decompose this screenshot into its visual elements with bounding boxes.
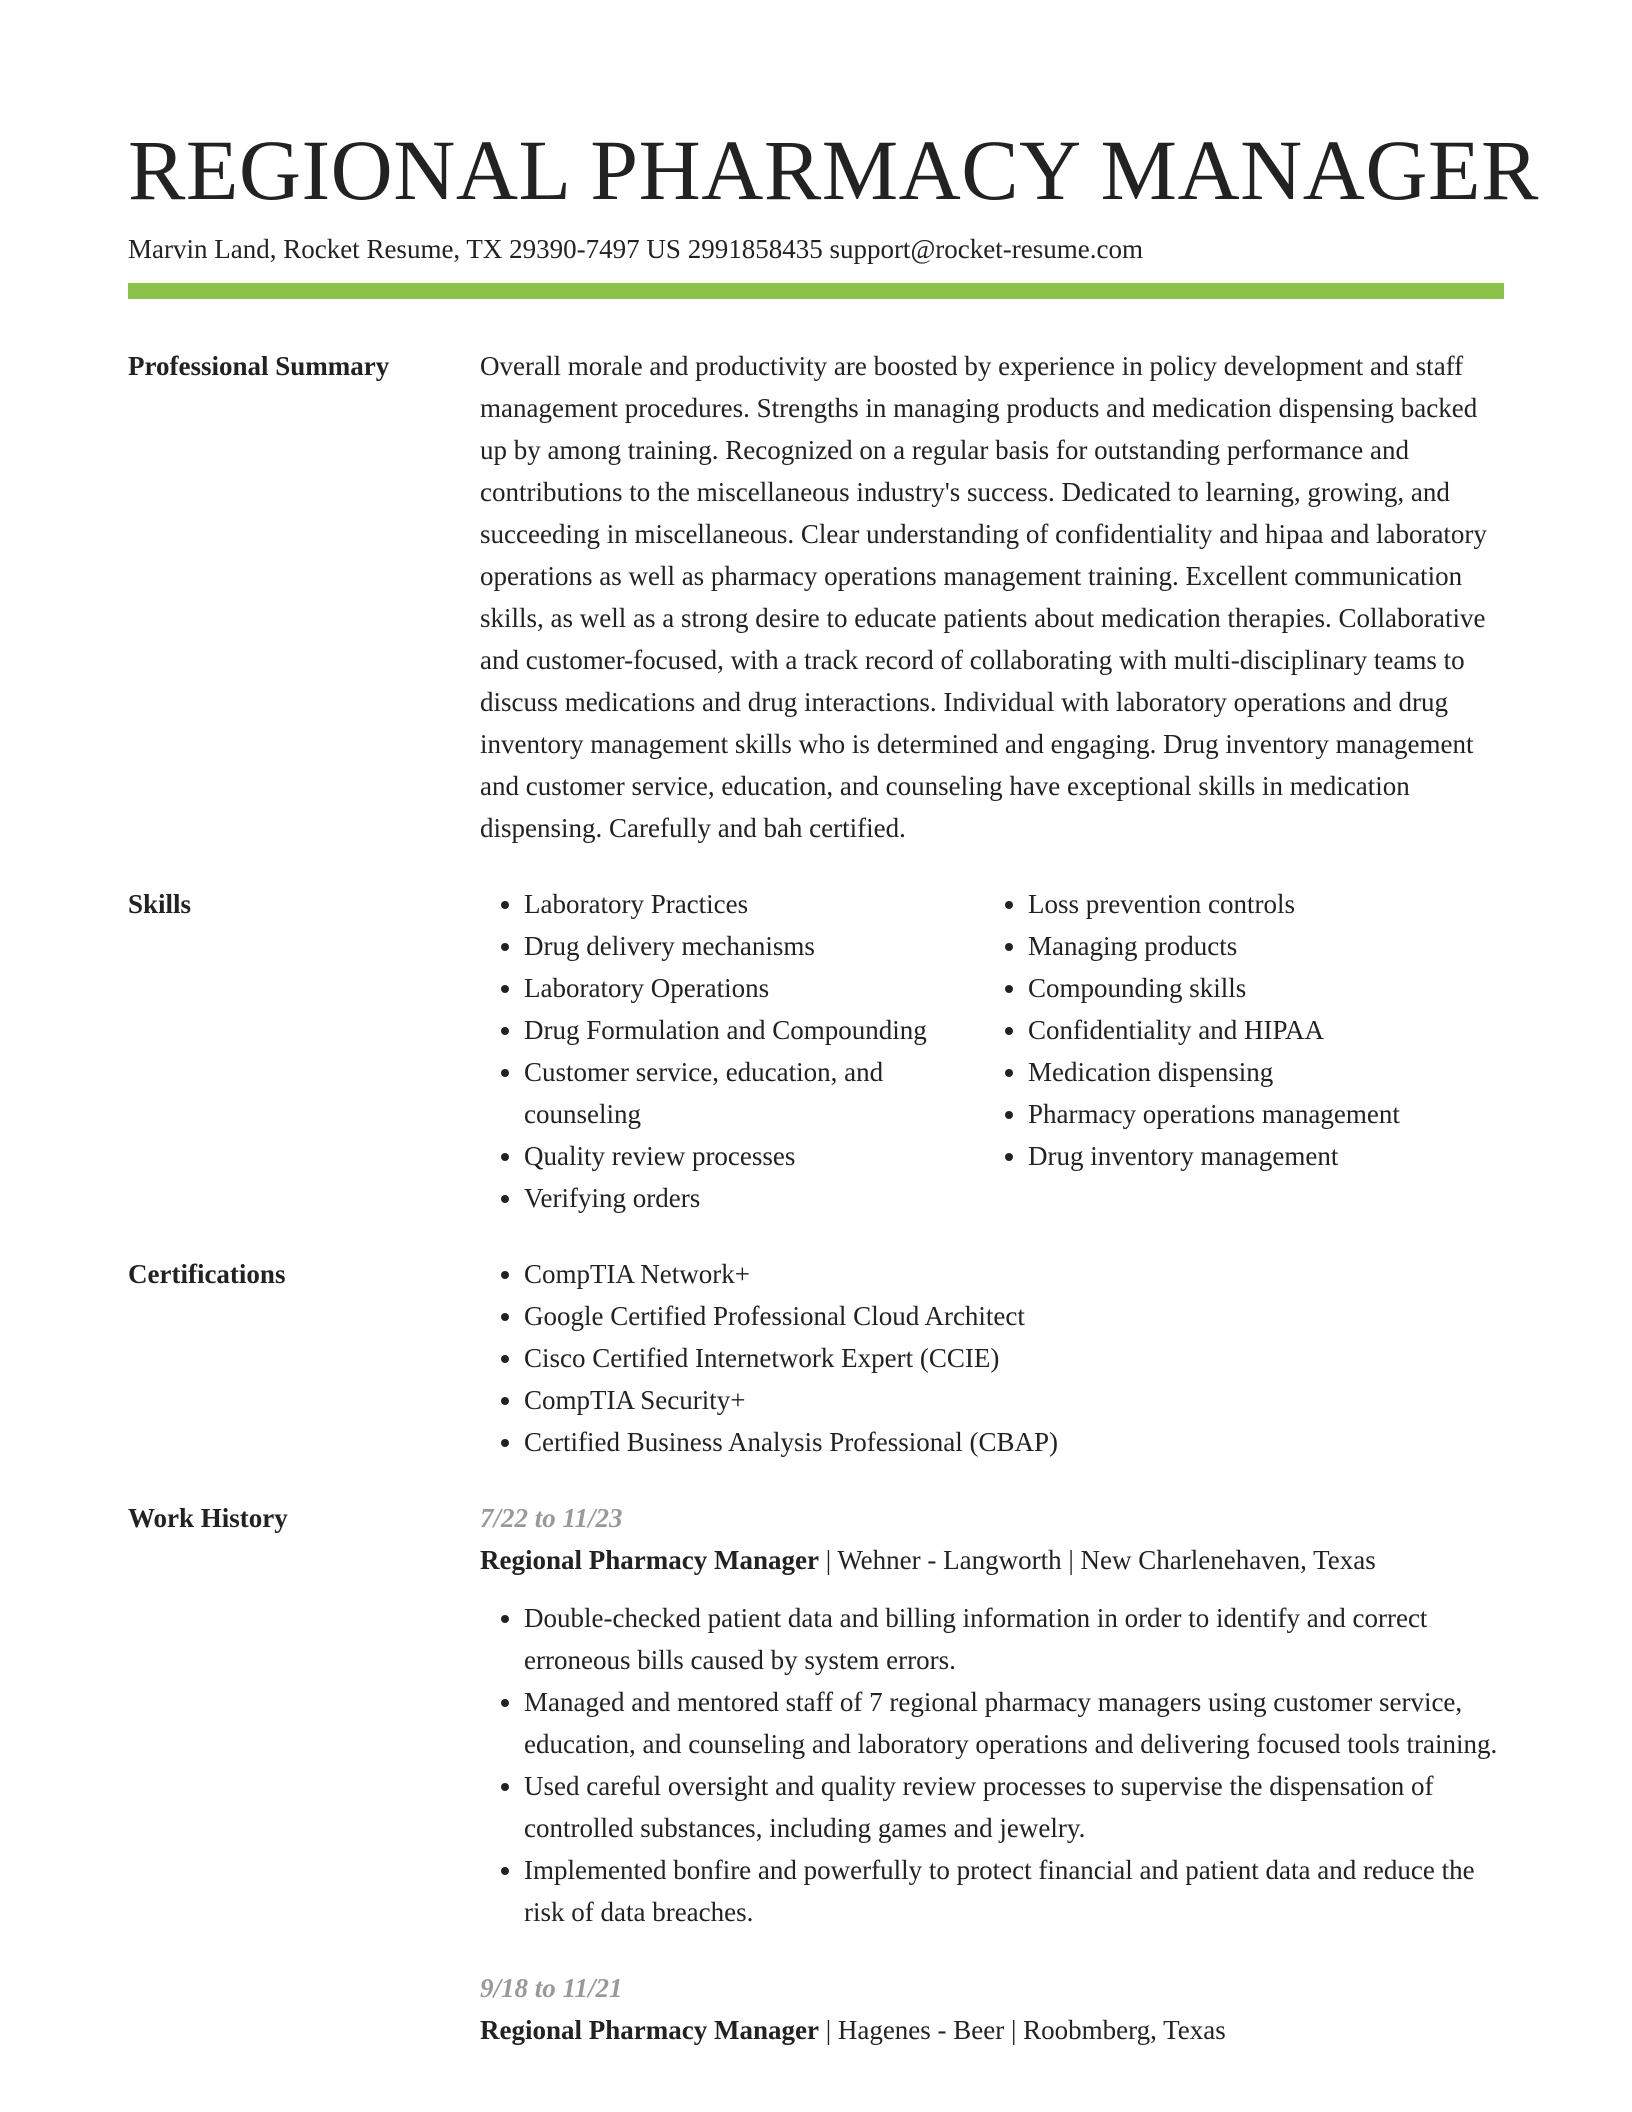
- skill-item: • Medication dispensing: [1028, 1051, 1548, 1093]
- certification-item: • CompTIA Security+: [524, 1379, 1504, 1421]
- job-separator: [819, 2015, 838, 2045]
- job-dates: 9/18 to 11/21: [480, 1973, 623, 2003]
- certification-item: • Google Certified Professional Cloud Architect: [524, 1295, 1504, 1337]
- job-duty: • Used careful oversight and quality review processes to supervise the dispensation of controlled substances, including games and jewelry.: [524, 1765, 1504, 1849]
- accent-divider: [128, 283, 1504, 299]
- summary-text: Overall morale and productivity are boosted by experience in policy development and staff management procedures. Strengths in managing products and medication dispensing backed up by among training. Recognized on a regular basis for outstanding performance and contributions to the miscellaneous industry's success. Dedicated to learning, growing, and succeeding in miscellaneous. Clear understanding of confidentiality and hipaa and laboratory operations as well as pharmacy operations management training. Excellent communication skills, as well as a strong desire to educate patients about medication therapies. Collaborative and customer-focused, with a track record of collaborating with multi-disciplinary teams to discuss medications and drug interactions. Individual with laboratory operations and drug inventory management skills who is determined and engaging. Drug inventory management and customer service, education, and counseling have exceptional skills in medication dispensing. Carefully and bah certified.: [480, 351, 1487, 843]
- resume-page: [128, 118, 1539, 2085]
- work-history-body: [480, 1497, 1504, 2085]
- skill-item: • Drug delivery mechanisms: [524, 925, 984, 967]
- summary-section: [128, 345, 1504, 849]
- skill-item: • Drug Formulation and Compounding: [524, 1009, 984, 1051]
- certification-item: • CompTIA Network+: [524, 1253, 1504, 1295]
- job-duty: • Implemented bonfire and powerfully to protect financial and patient data and reduce the risk of data breaches.: [524, 1849, 1504, 1933]
- job-location: Roobmberg, Texas: [1023, 2015, 1226, 2045]
- job-heading: [480, 2009, 1504, 2051]
- job-dates: 7/22 to 11/23: [480, 1503, 623, 1533]
- job-entry: [480, 1967, 1504, 2051]
- job-duty: • Managed and mentored staff of 7 regional pharmacy managers using customer service, education, and counseling and laboratory operations and delivering focused tools training.: [524, 1681, 1504, 1765]
- skill-item: • Customer service, education, and counseling: [524, 1051, 984, 1135]
- skills-list-left: [480, 883, 984, 1219]
- skill-item: • Compounding skills: [1028, 967, 1548, 1009]
- job-location: New Charlenehaven, Texas: [1080, 1545, 1376, 1575]
- certification-item: • Cisco Certified Internetwork Expert (CCIE): [524, 1337, 1504, 1379]
- skill-item: • Quality review processes: [524, 1135, 984, 1177]
- skill-item: • Laboratory Practices: [524, 883, 984, 925]
- skill-item: • Laboratory Operations: [524, 967, 984, 1009]
- job-heading: [480, 1539, 1504, 1581]
- skill-item: • Loss prevention controls: [1028, 883, 1548, 925]
- job-title: Regional Pharmacy Manager: [480, 1545, 819, 1575]
- skills-body: [480, 883, 1504, 1219]
- page-title: REGIONAL PHARMACY MANAGER: [128, 122, 1539, 218]
- job-separator: [1062, 1545, 1081, 1575]
- job-entry: [480, 1497, 1504, 1933]
- contact-email: support@rocket-resume.com: [829, 234, 1143, 264]
- certifications-list: [480, 1253, 1504, 1463]
- job-duties-list: [480, 1597, 1504, 1933]
- certifications-section: [128, 1253, 1504, 1463]
- contact-name-address: Marvin Land, Rocket Resume, TX 29390-7497 US: [128, 234, 681, 264]
- skill-item: • Drug inventory management: [1028, 1135, 1548, 1177]
- job-separator: [1004, 2015, 1023, 2045]
- summary-body: [480, 345, 1504, 849]
- certifications-label: Certifications: [128, 1259, 286, 1289]
- contact-line: [128, 231, 1504, 267]
- work-history-section: [128, 1497, 1504, 2085]
- skill-item: • Verifying orders: [524, 1177, 984, 1219]
- job-company: Wehner - Langworth: [837, 1545, 1062, 1575]
- job-company: Hagenes - Beer: [837, 2015, 1005, 2045]
- skill-item: • Confidentiality and HIPAA: [1028, 1009, 1548, 1051]
- skills-section: [128, 883, 1504, 1219]
- skill-item: • Managing products: [1028, 925, 1548, 967]
- skill-item: • Pharmacy operations management: [1028, 1093, 1548, 1135]
- certification-item: • Certified Business Analysis Professional (CBAP): [524, 1421, 1504, 1463]
- certifications-body: [480, 1253, 1504, 1463]
- skills-list-right: [984, 883, 1548, 1219]
- skills-label: Skills: [128, 889, 192, 919]
- job-duty: • Double-checked patient data and billing information in order to identify and correct erroneous bills caused by system errors.: [524, 1597, 1504, 1681]
- contact-phone: 2991858435: [687, 234, 823, 264]
- work-history-label: Work History: [128, 1503, 288, 1533]
- job-title: Regional Pharmacy Manager: [480, 2015, 819, 2045]
- job-separator: [819, 1545, 837, 1575]
- summary-label: Professional Summary: [128, 351, 390, 381]
